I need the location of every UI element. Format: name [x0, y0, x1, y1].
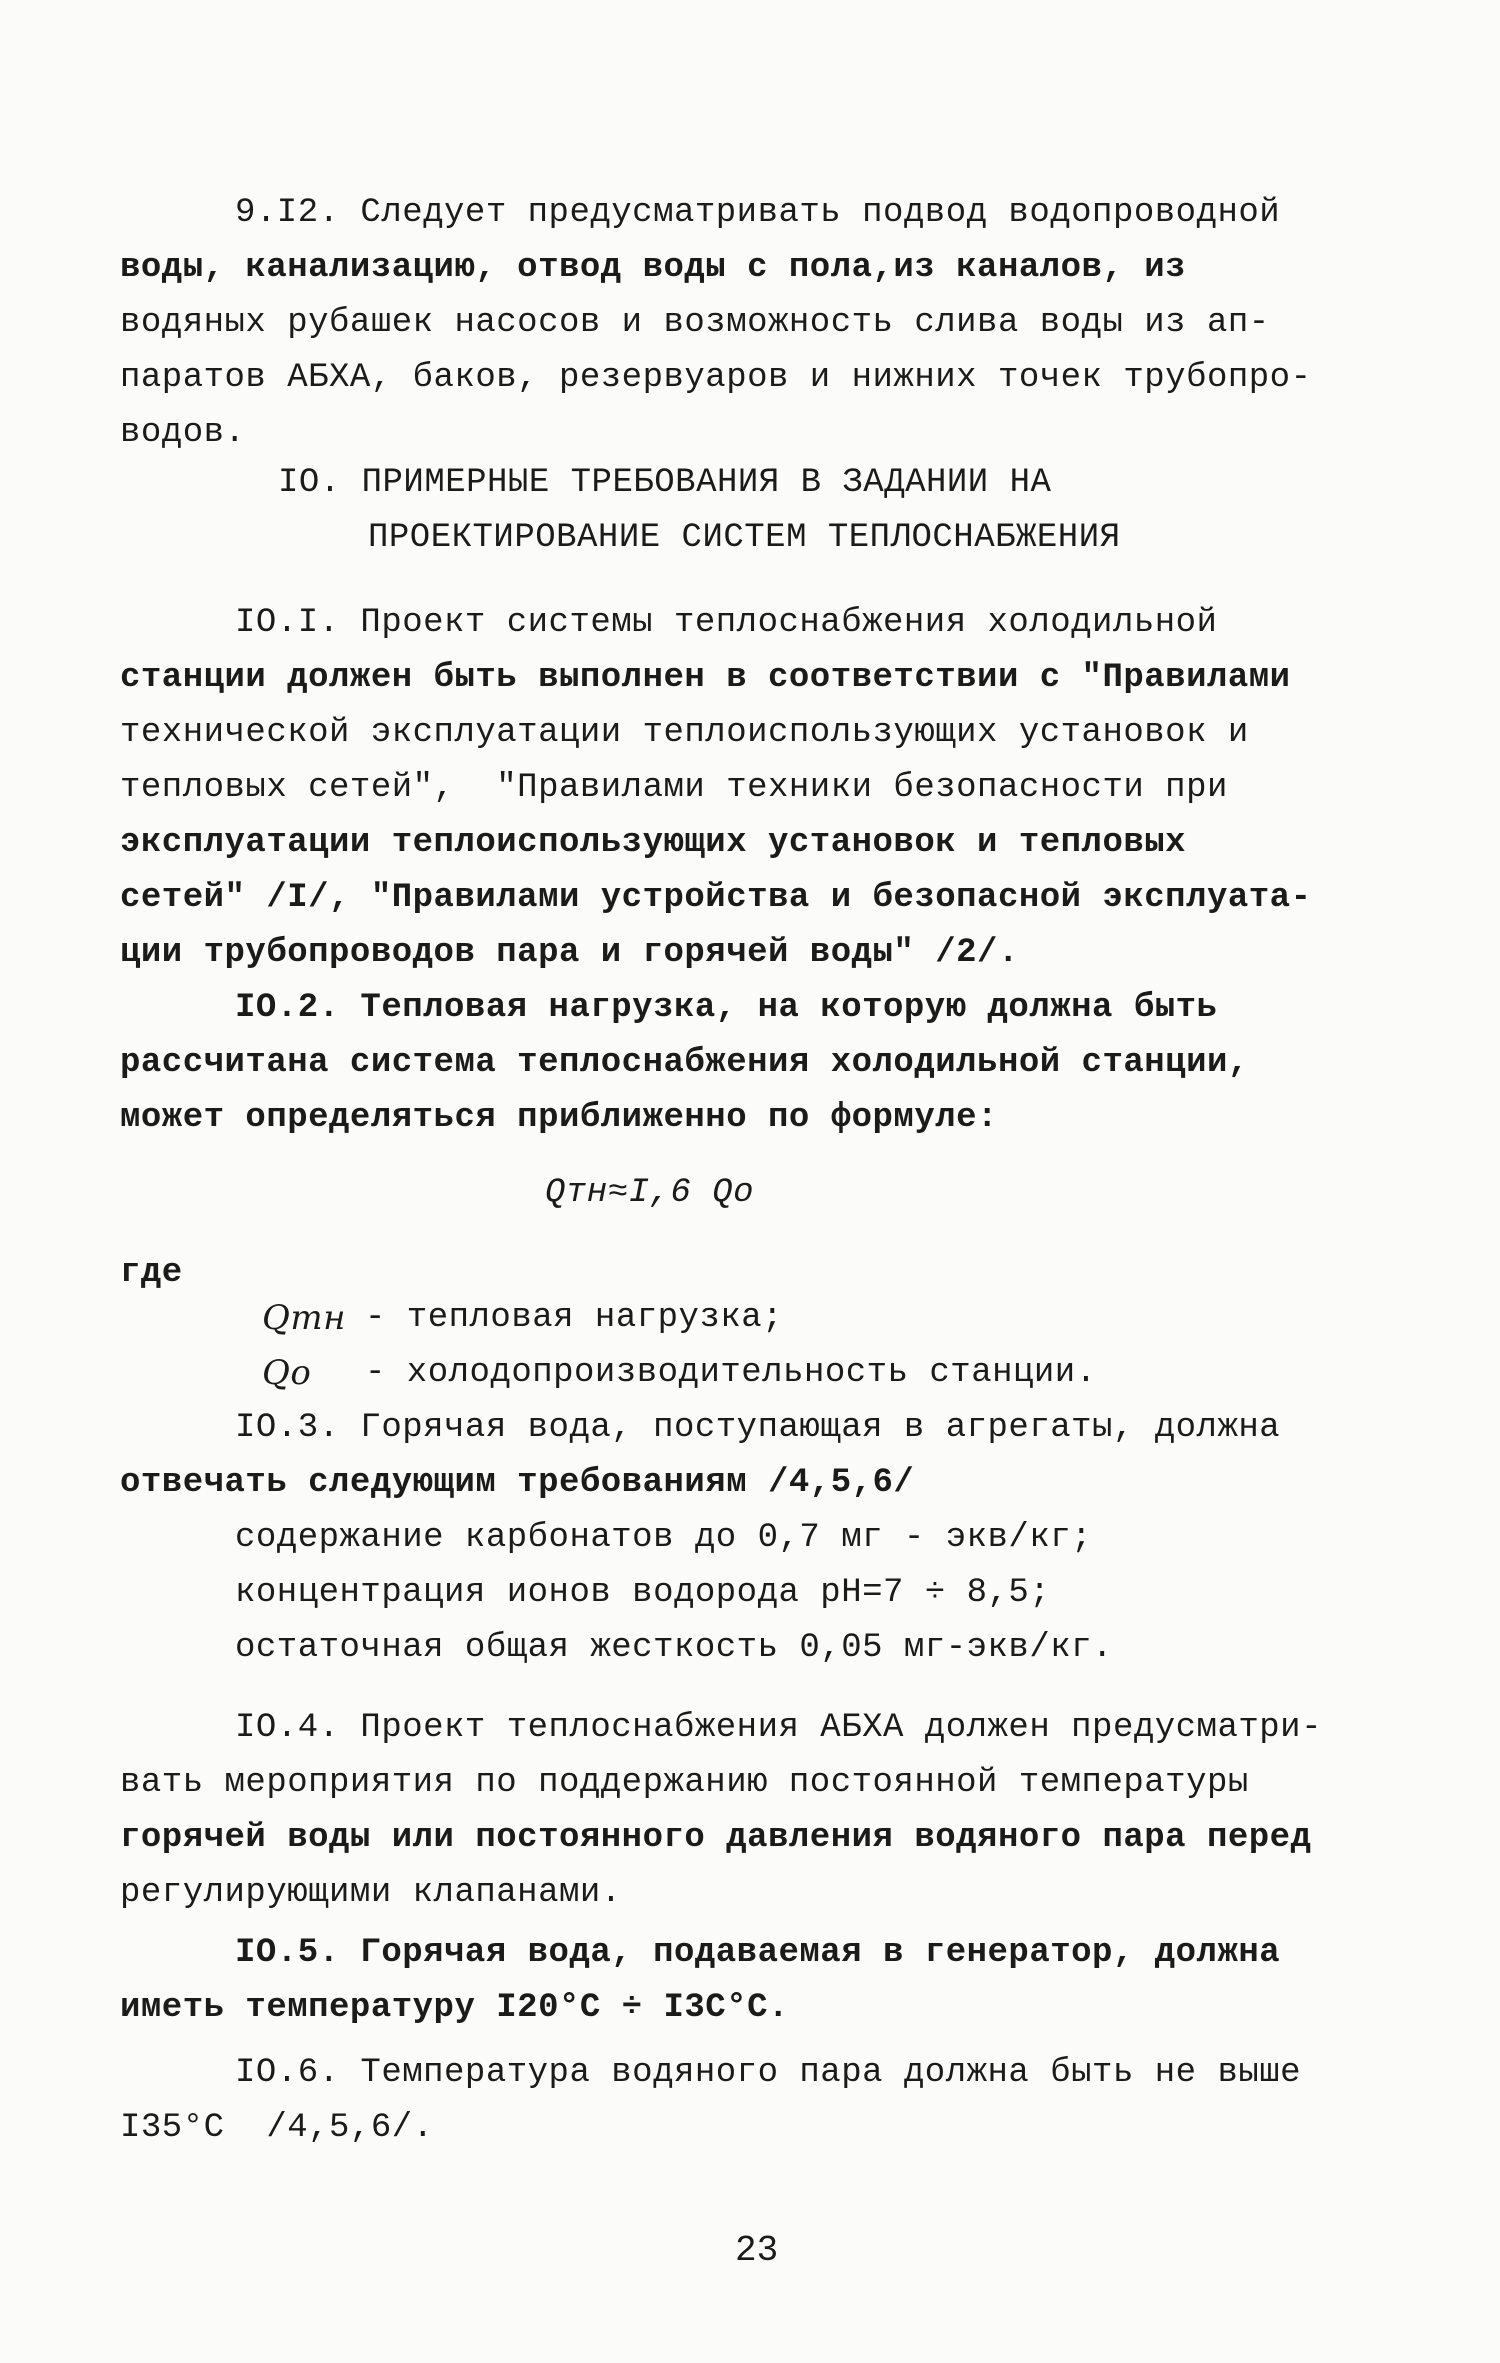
where-label: где: [120, 1254, 183, 1292]
p103-item-2: концентрация ионов водорода pH=7 ÷ 8,5;: [235, 1574, 1051, 1612]
page-number: 23: [735, 2230, 779, 2271]
p912-line-5: водов.: [120, 414, 246, 452]
p103-item-1: содержание карбонатов до 0,7 мг - экв/кг;: [235, 1519, 1093, 1557]
p912-line-3: водяных рубашек насосов и возможность слива воды из ап-: [120, 304, 1270, 342]
def1-symbol: [262, 1295, 346, 1344]
p101-line-3: технической эксплуатации теплоиспользующих установок и: [120, 714, 1249, 752]
formula: Qтн≈I,6 Qo: [545, 1174, 755, 1212]
p103-line-2: отвечать следующим требованиям /4,5,6/: [120, 1464, 915, 1502]
def1-text: - тепловая нагрузка;: [365, 1299, 784, 1337]
p101-line-2: станции должен быть выполнен в соответствии с "Правилами: [120, 659, 1291, 697]
p912-line-1: 9.I2. Следует предусматривать подвод водопроводной: [235, 194, 1281, 232]
p101-line-4: тепловых сетей", "Правилами техники безопасности при: [120, 769, 1228, 807]
p105-line-2: иметь температуру I20°C ÷ I3C°C.: [120, 1989, 789, 2027]
p912-line-4: паратов АБХА, баков, резервуаров и нижних точек трубопро-: [120, 359, 1312, 397]
def1-symbol-text: Qтн: [262, 1298, 347, 1338]
p102-line-2: рассчитана система теплоснабжения холодильной станции,: [120, 1044, 1249, 1082]
p104-line-3: горячей воды или постоянного давления водяного пара перед: [120, 1819, 1312, 1857]
section-heading-line-2: ПРОЕКТИРОВАНИЕ СИСТЕМ ТЕПЛОСНАБЖЕНИЯ: [368, 519, 1121, 557]
p101-line-1: IO.I. Проект системы теплоснабжения холодильной: [235, 604, 1218, 642]
p104-line-4: регулирующими клапанами.: [120, 1874, 622, 1912]
p101-line-6: сетей" /I/, "Правилами устройства и безопасной эксплуата-: [120, 879, 1312, 917]
p105-line-1: IO.5. Горячая вода, подаваемая в генератор, должна: [235, 1934, 1281, 1972]
def2-symbol: [262, 1350, 311, 1399]
p104-line-1: IO.4. Проект теплоснабжения АБХА должен предусматри-: [235, 1709, 1322, 1747]
p103-item-3: остаточная общая жесткость 0,05 мг-экв/кг.: [235, 1629, 1113, 1667]
p106-line-2: I35°C /4,5,6/.: [120, 2109, 434, 2147]
p102-line-1: IO.2. Тепловая нагрузка, на которую должна быть: [235, 989, 1218, 1027]
p103-line-1: IO.3. Горячая вода, поступающая в агрегаты, должна: [235, 1409, 1281, 1447]
section-heading-line-1: IO. ПРИМЕРНЫЕ ТРЕБОВАНИЯ В ЗАДАНИИ НА: [278, 464, 1052, 502]
def2-symbol-text: Qo: [262, 1353, 312, 1393]
p106-line-1: IO.6. Температура водяного пара должна быть не выше: [235, 2054, 1302, 2092]
p104-line-2: вать мероприятия по поддержанию постоянной температуры: [120, 1764, 1249, 1802]
def2-text: - холодопроизводительность станции.: [365, 1354, 1097, 1392]
p101-line-5: эксплуатации теплоиспользующих установок и тепловых: [120, 824, 1187, 862]
p102-line-3: может определяться приближенно по формуле:: [120, 1099, 998, 1137]
p912-line-2: воды, канализацию, отвод воды с пола,из каналов, из: [120, 249, 1187, 287]
p101-line-7: ции трубопроводов пара и горячей воды" /2/.: [120, 934, 1019, 972]
